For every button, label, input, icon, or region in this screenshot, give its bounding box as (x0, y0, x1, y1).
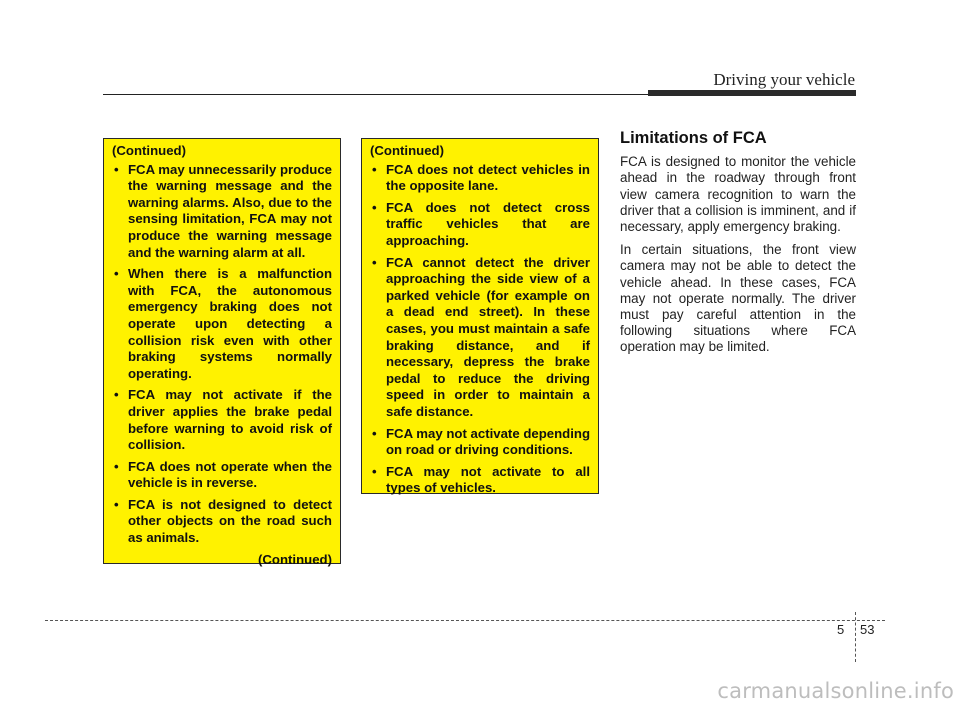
list-item-text: FCA does not detect vehicles in the opposite lane. (386, 161, 590, 194)
list-item: • FCA may not activate to all types of vehicles. (372, 463, 590, 496)
section-heading: Limitations of FCA (620, 129, 767, 147)
list-item-text: FCA does not operate when the vehicle is in reverse. (128, 458, 332, 491)
footer-divider (855, 612, 856, 662)
list-item-text: FCA may not activate if the driver applies the brake pedal before warning to avoid risk of collision. (128, 387, 332, 453)
list-item: • FCA may not activate depending on road or driving conditions. (372, 425, 590, 458)
section-paragraph: In certain situations, the front view camera may not be able to detect the vehicle ahead. In these cases, FCA may not operate normally. The driver must pay careful attention in the following situations where FCA operation may be limited. (620, 242, 856, 355)
chapter-number: 5 (837, 622, 845, 637)
list-item-text: FCA may unnecessarily produce the warning message and the warning alarms. Also, due to the sensing limitation, FCA may not produce the warning message and the warning alarm at all. (128, 161, 332, 260)
list-item: • When there is a malfunction with FCA, the autonomous emergency braking does not operate upon detecting a collision risk even with other braking systems normally operating. (114, 266, 332, 381)
watermark: carmanualsonline.info (717, 679, 954, 703)
continued-label-top: (Continued) (370, 143, 444, 158)
list-item-text: FCA cannot detect the driver approaching the side view of a parked vehicle (for example on a dead end street). In these cases, you must maintain a safe braking distance, and if necessary, depress the brake pedal to reduce the driving speed in order to maintain a safe distance. (386, 254, 590, 419)
list-item: • FCA does not detect vehicles in the opposite lane. (372, 161, 590, 194)
list-item-text: FCA is not designed to detect other objects on the road such as animals. (128, 496, 332, 546)
list-item-text: When there is a malfunction with FCA, the autonomous emergency braking does not operate upon detecting a collision risk even with other braking systems normally operating. (128, 266, 332, 381)
section-paragraph: FCA is designed to monitor the vehicle ahead in the roadway through front view camera recognition to warn the driver that a collision is imminent, and if necessary, apply emergency braking. (620, 154, 856, 235)
continued-label-top: (Continued) (112, 143, 186, 158)
page-number: 53 (860, 622, 875, 637)
limitations-section (620, 130, 856, 363)
list-item: • FCA may not activate if the driver applies the brake pedal before warning to avoid risk of collision. (114, 387, 332, 453)
list-item: • FCA cannot detect the driver approaching the side view of a parked vehicle (for example on a dead end street). In these cases, you must maintain a safe braking distance, and if necessary, depress the brake pedal to reduce the driving speed in order to maintain a safe distance. (372, 254, 590, 419)
list-item: • FCA is not designed to detect other objects on the road such as animals. (114, 496, 332, 546)
warning-box-left (103, 138, 341, 567)
list-item: • FCA does not detect cross traffic vehicles that are approaching. (372, 199, 590, 248)
continued-label-bottom: (Continued) (258, 551, 332, 567)
warning-box-middle (361, 138, 599, 494)
warning-list (112, 162, 332, 547)
list-item: • FCA does not operate when the vehicle is in reverse. (114, 458, 332, 491)
header-rule-accent (648, 90, 856, 96)
list-item-text: FCA may not activate depending on road or driving conditions. (386, 425, 590, 458)
list-item-text: FCA does not detect cross traffic vehicles that are approaching. (386, 199, 590, 248)
running-header-title: Driving your vehicle (713, 70, 855, 89)
footer-rule (45, 620, 885, 621)
list-item: • FCA may unnecessarily produce the warning message and the warning alarms. Also, due to the sensing limitation, FCA may not produce the warning message and the warning alarm at all. (114, 161, 332, 260)
warning-list (370, 162, 590, 497)
list-item-text: FCA may not activate to all types of vehicles. (386, 463, 590, 496)
